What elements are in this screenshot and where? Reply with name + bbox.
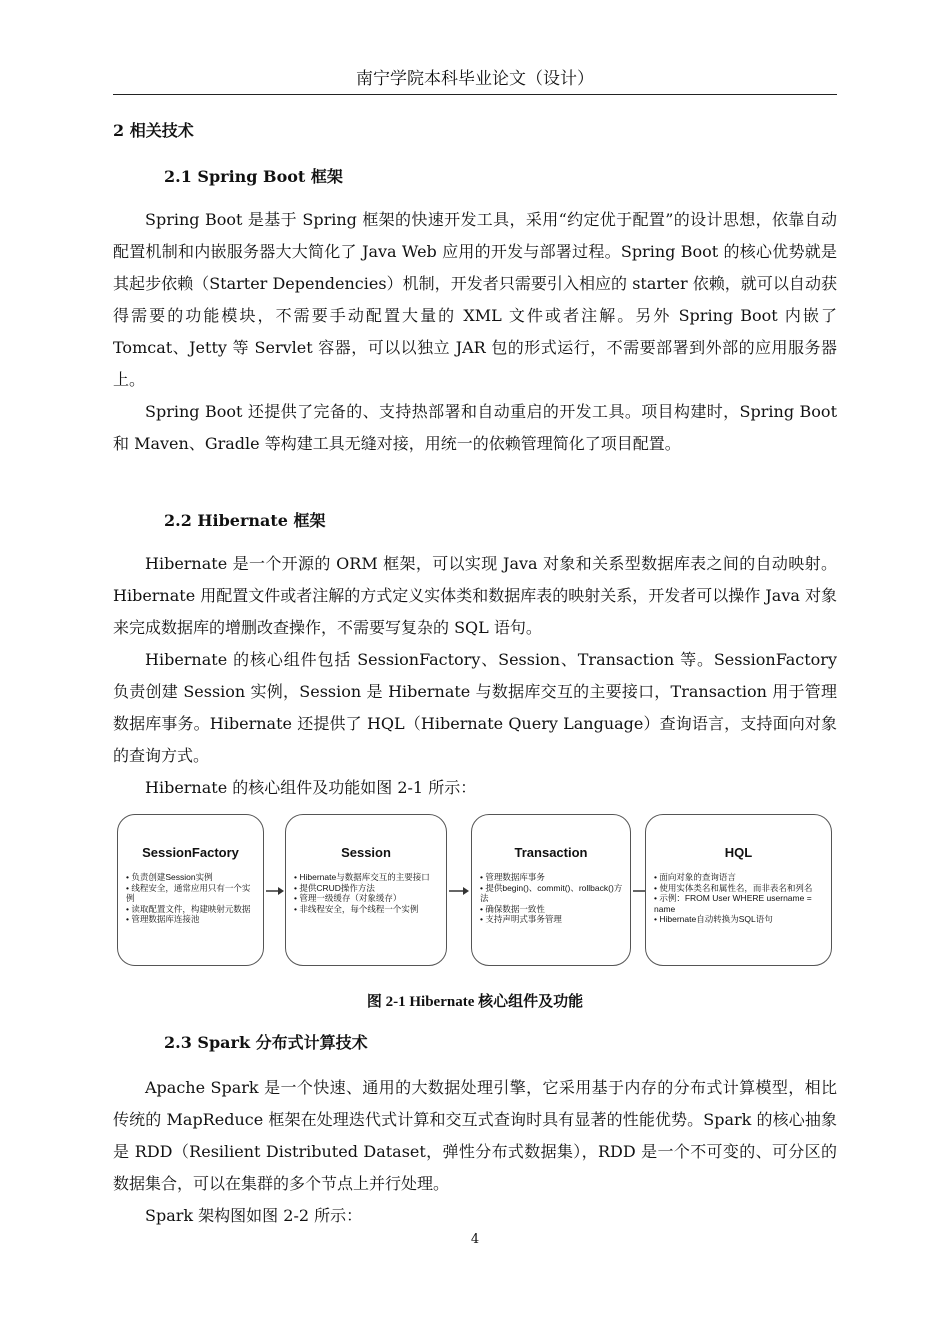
component-item: • 管理数据库连接池 [126,914,257,925]
component-item: • 面向对象的查询语言 [654,872,825,883]
subsection-heading-2-1: 2.1 Spring Boot 框架 [164,167,343,186]
component-item: • 负责创建Session实例 [126,872,257,883]
paragraph-hibernate-intro: Hibernate 是一个开源的 ORM 框架，可以实现 Java 对象和关系型数据库表之间的自动映射。Hibernate 用配置文件或者注解的方式定义实体类和数据库表的映射关系，开发者可以操作 Java 对象来完成数据库的增删改查操作，不需要写复杂的 SQL 语句。 [113,554,837,637]
component-item: • 非线程安全，每个线程一个实例 [294,904,440,915]
paragraph-figure-reference: Hibernate 的核心组件及功能如图 2-1 所示： [145,778,477,797]
component-item: • 管理数据库事务 [480,872,624,883]
paragraph-spark-figure-reference: Spark 架构图如图 2-2 所示： [145,1206,363,1225]
component-box-transaction [471,814,631,966]
component-title: Transaction [514,845,588,860]
arrow-right-icon [265,885,285,897]
component-title: HQL [724,845,753,860]
section-heading: 2 相关技术 [113,121,194,140]
component-item: • 线程安全，通常应用只有一个实例 [126,883,257,904]
component-item: • 读取配置文件，构建映射元数据 [126,904,257,915]
component-box-session [285,814,447,966]
component-item: • 示例：FROM User WHERE username = name [654,893,825,914]
component-item: • 使用实体类名和属性名，而非表名和列名 [654,883,825,894]
running-header: 南宁学院本科毕业论文（设计） [113,64,837,95]
hibernate-components-figure [113,812,837,972]
component-item: • 支持声明式事务管理 [480,914,624,925]
component-item: • 确保数据一致性 [480,904,624,915]
component-item: • 管理一级缓存（对象缓存） [294,893,440,904]
component-box-sessionfactory [117,814,264,966]
arrow-right-icon [448,885,470,897]
paragraph-spark-intro: Apache Spark 是一个快速、通用的大数据处理引擎，它采用基于内存的分布式计算模型，相比传统的 MapReduce 框架在处理迭代式计算和交互式查询时具有显著的性能优势。Spark 的核心抽象是 RDD（Resilient Distributed Dataset，弹性分布式数据集），RDD 是一个不可变的、可分区的数据集合，可以在集群的多个节点上并行处理。 [113,1078,837,1193]
subsection-heading-2-2: 2.2 Hibernate 框架 [164,511,326,530]
component-box-hql [645,814,832,966]
component-title: Session [341,845,391,860]
component-item: • Hibernate自动转换为SQL语句 [654,914,825,925]
paragraph-spring-boot-tools: Spring Boot 还提供了完备的、支持热部署和自动重启的开发工具。项目构建时，Spring Boot 和 Maven、Gradle 等构建工具无缝对接，用统一的依赖管理简化了项目配置。 [113,402,837,453]
component-item: • Hibernate与数据库交互的主要接口 [294,872,440,883]
paragraph-spring-boot-intro: Spring Boot 是基于 Spring 框架的快速开发工具，采用“约定优于配置”的设计思想，依靠自动配置机制和内嵌服务器大大简化了 Java Web 应用的开发与部署过程。Spring Boot 的核心优势就是其起步依赖（Starter Dependencies）机制，开发者只需要引入相应的 starter 依赖，就可以自动获得需要的功能模块，不需要手动配置大量的 XML 文件或者注解。另外 Spring Boot 内嵌了 Tomcat、Jetty 等 Servlet 容器，可以以独立 JAR 包的形式运行，不需要部署到外部的应用服务器上。 [113,210,837,389]
subsection-heading-2-3: 2.3 Spark 分布式计算技术 [164,1033,368,1052]
figure-caption: 图 2-1 Hibernate 核心组件及功能 [366,994,584,1010]
component-item: • 提供begin()、commit()、rollback()方法 [480,883,624,904]
component-title: SessionFactory [142,845,239,860]
component-item: • 提供CRUD操作方法 [294,883,440,894]
paragraph-hibernate-components: Hibernate 的核心组件包括 SessionFactory、Session、Transaction 等。SessionFactory 负责创建 Session 实例，Session 是 Hibernate 与数据库交互的主要接口，Transaction 用于管理数据库事务。Hibernate 还提供了 HQL（Hibernate Query Language）查询语言，支持面向对象的查询方式。 [113,650,837,765]
page-number: 4 [470,1232,480,1247]
